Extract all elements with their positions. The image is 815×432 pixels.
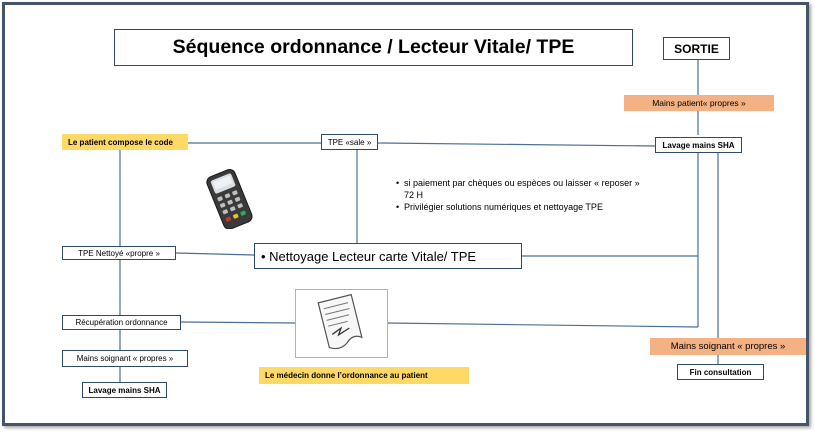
mains-soignant-left-box: Mains soignant « propres » xyxy=(62,350,188,367)
lavage-mains-right-box: Lavage mains SHA xyxy=(655,137,742,153)
nettoyage-lecteur-box: • Nettoyage Lecteur carte Vitale/ TPE xyxy=(254,243,522,269)
fin-consultation-box: Fin consultation xyxy=(677,364,764,380)
bullet-text: Privilégier solutions numériques et nettoyage TPE xyxy=(404,202,603,212)
patient-code-label: Le patient compose le code xyxy=(62,134,188,150)
sortie-box: SORTIE xyxy=(663,37,730,60)
page-title: Séquence ordonnance / Lecteur Vitale/ TPE xyxy=(114,29,633,66)
connector-line xyxy=(181,322,295,323)
payment-terminal-icon xyxy=(198,167,262,229)
tpe-sale-box: TPE «sale » xyxy=(321,134,378,150)
bullet-list xyxy=(396,177,646,213)
bullet-text: si paiement par chèques ou espèces ou laisser « reposer » 72 H xyxy=(404,178,640,200)
connector-line xyxy=(176,253,254,255)
connector-line xyxy=(378,143,655,146)
mains-patient-label: Mains patient« propres » xyxy=(624,95,774,111)
connector-line xyxy=(388,323,698,327)
medecin-label: Le médecin donne l’ordonnance au patient xyxy=(259,367,469,384)
tpe-nettoye-box: TPE Nettoyé «propre » xyxy=(62,246,176,260)
bullet-item: • si paiement par chèques ou espèces ou laisser « reposer » 72 H xyxy=(396,177,646,201)
recuperation-box: Récupération ordonnance xyxy=(62,315,181,330)
bullet-item: • Privilégier solutions numériques et nettoyage TPE xyxy=(396,202,603,212)
lavage-mains-left-box: Lavage mains SHA xyxy=(82,382,167,398)
prescription-document-icon xyxy=(295,289,388,358)
mains-soignant-right-label: Mains soignant « propres » xyxy=(650,338,806,355)
